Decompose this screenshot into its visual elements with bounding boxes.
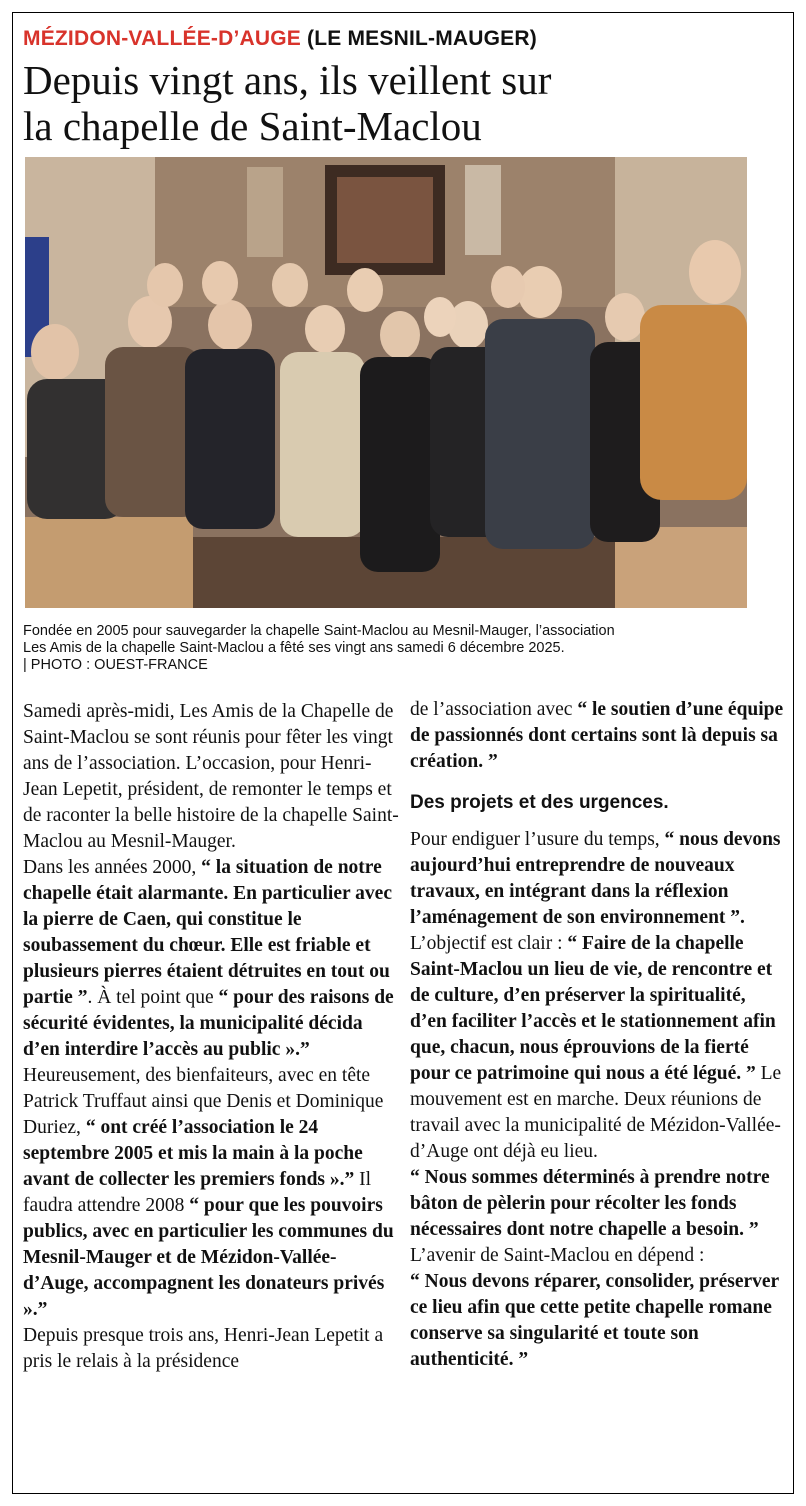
group-photo-in-chapel-icon [25,157,747,608]
quote-bold: “ Faire de la chapelle Saint-Maclou un lieu de vie, de rencontre et de culture, d’en préserver la spiritualité, d’en faciliter l’accès et le stationnement afin que, chacun, nous éprouvions de la fierté pour ce patrimoine qui nous a été légué. ” [410,933,776,1084]
text-run: de l’association avec [410,699,578,720]
photo-caption [23,623,723,674]
text-run: Le mouvement est en marche. Deux réunions de travail avec la municipalité de Mézidon-Vallée-d’Auge ont déjà eu lieu. [410,1063,782,1162]
article-column-left [23,699,399,1375]
paragraph [410,697,786,775]
quote-bold: “ le soutien d’une équipe de passionnés dont certains sont là depuis sa création. ” [410,699,784,772]
paragraph: Depuis presque trois ans, Henri-Jean Lepetit a pris le relais à la présidence [23,1325,384,1372]
quote-bold: “ ont créé l’association le 24 septembre 2005 et mis la main à la poche avant de collecter les premiers fonds ».” [23,1117,363,1190]
quote-bold: “ pour des raisons de sécurité évidentes, la municipalité décida d’en interdire l’accès au public ».” [23,987,394,1060]
text-run: Heureusement, des bienfaiteurs, avec en tête Patrick Truffaut ainsi que Denis et Dominique Duriez, [23,1065,384,1138]
kicker [23,27,537,51]
article-page [12,12,794,1494]
quote-bold: “ pour que les pouvoirs publics, avec en particulier les communes du Mesnil-Mauger et de Mézidon-Vallée-d’Auge, accompagnent les donateurs privés ».” [23,1195,394,1320]
kicker-location: MÉZIDON-VALLÉE-D’AUGE [23,27,301,50]
article-column-right [410,697,786,1373]
photo-credit: | PHOTO : OUEST-FRANCE [23,657,208,673]
headline-line-2: la chapelle de Saint-Maclou [23,103,482,149]
quote-bold: “ nous devons aujourd’hui entreprendre de nouveaux travaux, en intégrant dans la réflexion l’aménagement de son environnement ”. [410,829,781,928]
headline [23,57,783,149]
text-run: Il faudra attendre 2008 [23,1169,372,1216]
paragraph [410,827,786,931]
paragraph [410,931,786,1165]
text-run: L’avenir de Saint-Maclou en dépend : [410,1245,705,1266]
paragraph [23,855,399,1063]
quote-bold: “ Nous devons réparer, consolider, préserver ce lieu afin que cette petite chapelle romane conserve sa singularité et toute son authenticité. ” [410,1271,779,1370]
article-photo [25,157,747,608]
headline-line-1: Depuis vingt ans, ils veillent sur [23,57,552,103]
section-subheading: Des projets et des urgences. [410,792,669,813]
paragraph: Samedi après-midi, Les Amis de la Chapelle de Saint-Maclou se sont réunis pour fêter les vingt ans de l’association. L’occasion, pour Henri-Jean Lepetit, président, de remonter le temps et de raconter la belle histoire de la chapelle Saint-Maclou au Mesnil-Mauger. [23,701,399,852]
text-run: Pour endiguer l’usure du temps, [410,829,665,850]
caption-line-2: Les Amis de la chapelle Saint-Maclou a fêté ses vingt ans samedi 6 décembre 2025. [23,640,565,656]
kicker-sublocation: (LE MESNIL-MAUGER) [307,27,537,50]
paragraph [410,1165,786,1243]
paragraph [410,1243,786,1373]
quote-bold: “ Nous sommes déterminés à prendre notre bâton de pèlerin pour récolter les fonds nécessaires dont notre chapelle a besoin. ” [410,1167,770,1240]
quote-bold: “ la situation de notre chapelle était alarmante. En particulier avec la pierre de Caen, qui constitue le soubassement du chœur. Elle est friable et plusieurs pierres étaient détruites en tout ou partie ” [23,857,392,1008]
text-run: L’objectif est clair : [410,933,568,954]
paragraph [23,1063,399,1323]
text-run: Dans les années 2000, [23,857,202,878]
text-run: . À tel point que [87,987,219,1008]
caption-line-1: Fondée en 2005 pour sauvegarder la chapelle Saint-Maclou au Mesnil-Mauger, l’association [23,623,615,639]
